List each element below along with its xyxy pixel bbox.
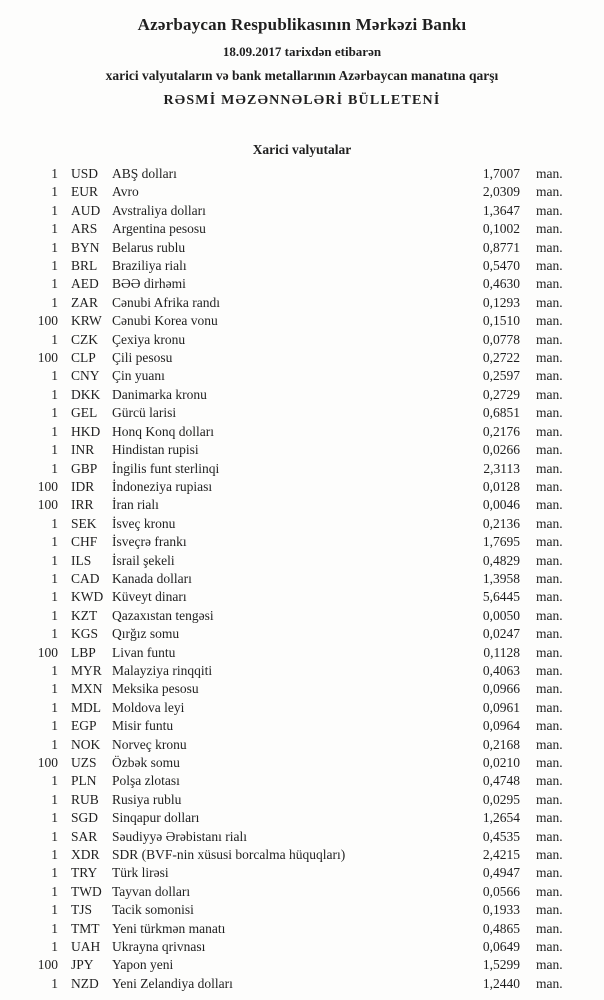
effective-date-line: 18.09.2017 tarixdən etibarən [222, 44, 382, 59]
currency-name-cell: Yeni türkmən manatı [112, 920, 226, 936]
currency-name-cell: Cənubi Korea vonu [112, 313, 218, 329]
table-row [30, 588, 570, 606]
unit-label-cell: man. [536, 239, 563, 255]
table-row [30, 478, 570, 496]
unit-label-cell: man. [536, 847, 563, 863]
quantity-cell: 1 [51, 939, 58, 955]
rate-value-cell: 1,2440 [482, 975, 520, 991]
currency-code-cell: ARS [71, 221, 98, 237]
section-title-foreign-currencies: Xarici valyutalar [252, 142, 352, 157]
currency-code-cell: JPY [71, 957, 94, 973]
currency-code-cell: INR [71, 442, 95, 458]
rate-value-cell: 0,8771 [482, 239, 520, 255]
bulletin-subtitle: xarici valyutaların və bank metallarının Azərbaycan manatına qarşı [105, 68, 499, 83]
unit-label-cell: man. [536, 957, 563, 973]
currency-code-cell: KRW [71, 313, 102, 329]
currency-name-cell: Çili pesosu [112, 350, 173, 366]
quantity-cell: 1 [51, 368, 58, 384]
currency-code-cell: KZT [71, 607, 98, 623]
unit-label-cell: man. [536, 368, 563, 384]
table-row [30, 386, 570, 404]
unit-label-cell: man. [536, 386, 563, 402]
unit-label-cell: man. [536, 258, 563, 274]
unit-label-cell: man. [536, 607, 563, 623]
currency-code-cell: IDR [71, 478, 95, 494]
quantity-cell: 1 [51, 552, 58, 568]
rate-value-cell: 0,1933 [482, 902, 520, 918]
quantity-cell: 1 [51, 718, 58, 734]
currency-name-cell: Özbək somu [112, 755, 180, 770]
unit-label-cell: man. [536, 350, 563, 366]
table-row [30, 312, 570, 330]
rate-value-cell: 0,0778 [482, 331, 520, 347]
quantity-cell: 1 [51, 442, 58, 458]
quantity-cell: 100 [37, 350, 58, 366]
currency-code-cell: SAR [71, 828, 98, 844]
table-row [30, 423, 570, 441]
quantity-cell: 1 [51, 883, 58, 899]
quantity-cell: 1 [51, 810, 58, 826]
quantity-cell: 1 [51, 276, 58, 292]
rate-value-cell: 0,0210 [482, 755, 520, 770]
currency-name-cell: ABŞ dolları [112, 166, 177, 181]
currency-code-cell: TMT [71, 920, 100, 936]
quantity-cell: 1 [51, 515, 58, 531]
currency-name-cell: Avstraliya dolları [112, 202, 206, 218]
unit-label-cell: man. [536, 313, 563, 329]
currency-name-cell: Türk lirəsi [112, 865, 169, 881]
rate-value-cell: 2,3113 [483, 460, 520, 476]
rate-value-cell: 0,4865 [482, 920, 520, 936]
rate-value-cell: 5,6445 [482, 589, 520, 605]
table-row [30, 552, 570, 570]
table-row [30, 644, 570, 662]
currency-name-cell: Çexiya kronu [112, 331, 186, 347]
currency-code-cell: BRL [71, 258, 98, 274]
unit-label-cell: man. [536, 791, 563, 807]
currency-name-cell: Misir funtu [112, 718, 174, 734]
currency-code-cell: CNY [71, 368, 100, 384]
quantity-cell: 1 [51, 534, 58, 550]
currency-code-cell: DKK [71, 386, 101, 402]
rate-value-cell: 0,0295 [482, 791, 520, 807]
rate-value-cell: 1,3647 [482, 202, 520, 218]
rate-value-cell: 0,1293 [482, 294, 520, 310]
currency-code-cell: SEK [71, 515, 97, 531]
currency-code-cell: AED [71, 276, 99, 292]
rate-value-cell: 0,2168 [482, 736, 520, 752]
table-row [30, 625, 570, 643]
table-row [30, 165, 570, 183]
table-row [30, 754, 570, 772]
unit-label-cell: man. [536, 810, 563, 826]
quantity-cell: 100 [37, 478, 58, 494]
table-row [30, 828, 570, 846]
rate-value-cell: 0,0966 [482, 681, 520, 697]
currency-name-cell: Küveyt dinarı [112, 589, 187, 605]
table-row [30, 257, 570, 275]
rate-value-cell: 0,2176 [482, 423, 520, 439]
currency-name-cell: Səudiyyə Ərəbistanı rialı [112, 828, 247, 844]
rate-value-cell: 0,0964 [482, 718, 520, 734]
table-row [30, 294, 570, 312]
currency-code-cell: CZK [71, 331, 98, 347]
table-row [30, 846, 570, 864]
currency-code-cell: NZD [71, 975, 99, 991]
quantity-cell: 1 [51, 589, 58, 605]
currency-code-cell: RUB [71, 791, 99, 807]
rate-value-cell: 0,0050 [482, 607, 520, 623]
unit-label-cell: man. [536, 515, 563, 531]
bulletin-title: RƏSMİ MƏZƏNNƏLƏRİ BÜLLETENİ [163, 93, 441, 108]
quantity-cell: 1 [51, 773, 58, 789]
unit-label-cell: man. [536, 166, 563, 181]
currency-name-cell: Norveç kronu [112, 736, 187, 752]
quantity-cell: 1 [51, 239, 58, 255]
currency-code-cell: AUD [71, 202, 101, 218]
table-row [30, 496, 570, 514]
quantity-cell: 100 [37, 957, 58, 973]
unit-label-cell: man. [536, 534, 563, 550]
currency-name-cell: Qazaxıstan tengəsi [112, 607, 214, 623]
rate-value-cell: 0,4829 [482, 552, 520, 568]
rate-value-cell: 0,2597 [482, 368, 520, 384]
currency-code-cell: PLN [71, 773, 97, 789]
quantity-cell: 1 [51, 258, 58, 274]
rate-value-cell: 0,1510 [482, 313, 520, 329]
rate-value-cell: 0,0961 [482, 699, 520, 715]
unit-label-cell: man. [536, 626, 563, 642]
currency-code-cell: ILS [71, 552, 92, 568]
currency-code-cell: UZS [71, 755, 97, 770]
currency-name-cell: Malayziya rinqqiti [112, 662, 213, 678]
unit-label-cell: man. [536, 662, 563, 678]
table-row [30, 901, 570, 919]
table-row [30, 680, 570, 698]
quantity-cell: 1 [51, 294, 58, 310]
table-row [30, 699, 570, 717]
rate-value-cell: 0,4535 [482, 828, 520, 844]
currency-code-cell: ZAR [71, 294, 98, 310]
currency-name-cell: BƏƏ dirhəmi [112, 276, 186, 292]
rate-value-cell: 0,0046 [482, 497, 520, 513]
unit-label-cell: man. [536, 570, 563, 586]
currency-code-cell: NOK [71, 736, 101, 752]
unit-label-cell: man. [536, 865, 563, 881]
unit-label-cell: man. [536, 828, 563, 844]
table-row [30, 736, 570, 754]
rate-value-cell: 0,5470 [482, 258, 520, 274]
table-row [30, 864, 570, 882]
table-row [30, 202, 570, 220]
rate-value-cell: 0,2136 [482, 515, 520, 531]
rate-value-cell: 0,6851 [482, 405, 520, 421]
quantity-cell: 1 [51, 331, 58, 347]
unit-label-cell: man. [536, 497, 563, 513]
unit-label-cell: man. [536, 460, 563, 476]
quantity-cell: 1 [51, 626, 58, 642]
currency-name-cell: Sinqapur dolları [112, 810, 200, 826]
currency-code-cell: LBP [71, 644, 96, 660]
table-row [30, 533, 570, 551]
rate-value-cell: 1,5299 [482, 957, 520, 973]
currency-code-cell: KGS [71, 626, 99, 642]
quantity-cell: 1 [51, 791, 58, 807]
currency-name-cell: İsrail şekeli [112, 552, 175, 568]
rate-value-cell: 0,0566 [482, 883, 520, 899]
quantity-cell: 1 [51, 920, 58, 936]
currency-code-cell: TWD [71, 883, 102, 899]
table-row [30, 220, 570, 238]
currency-name-cell: Moldova leyi [112, 699, 185, 715]
currency-name-cell: Belarus rublu [112, 239, 186, 255]
currency-code-cell: MYR [71, 662, 102, 678]
quantity-cell: 100 [37, 313, 58, 329]
quantity-cell: 1 [51, 221, 58, 237]
unit-label-cell: man. [536, 184, 563, 200]
currency-name-cell: Polşa zlotası [112, 773, 180, 789]
rate-value-cell: 0,4947 [482, 865, 520, 881]
unit-label-cell: man. [536, 552, 563, 568]
currency-name-cell: Cənubi Afrika randı [112, 294, 220, 310]
rate-value-cell: 0,0247 [482, 626, 520, 642]
rate-value-cell: 0,1002 [482, 221, 520, 237]
currency-name-cell: İsveçrə frankı [112, 534, 187, 550]
table-row [30, 975, 570, 993]
quantity-cell: 1 [51, 865, 58, 881]
unit-label-cell: man. [536, 405, 563, 421]
currency-name-cell: Yapon yeni [112, 957, 174, 973]
rate-value-cell: 1,7007 [482, 166, 520, 181]
rate-value-cell: 0,4630 [482, 276, 520, 292]
currency-name-cell: İran rialı [112, 497, 159, 513]
rate-value-cell: 0,2722 [482, 350, 520, 366]
rate-value-cell: 0,0266 [482, 442, 520, 458]
currency-code-cell: GBP [71, 460, 98, 476]
table-row [30, 239, 570, 257]
currency-name-cell: Yeni Zelandiya dolları [112, 975, 233, 991]
currency-code-cell: BYN [71, 239, 100, 255]
quantity-cell: 1 [51, 681, 58, 697]
table-row [30, 956, 570, 974]
rates-table [0, 165, 604, 993]
currency-name-cell: Kanada dolları [112, 570, 192, 586]
quantity-cell: 100 [37, 644, 58, 660]
table-row [30, 367, 570, 385]
quantity-cell: 1 [51, 828, 58, 844]
rate-value-cell: 2,0309 [482, 184, 520, 200]
currency-code-cell: GEL [71, 405, 98, 421]
currency-name-cell: İndoneziya rupiası [112, 478, 213, 494]
currency-name-cell: Gürcü larisi [112, 405, 177, 421]
unit-label-cell: man. [536, 773, 563, 789]
rate-value-cell: 0,4748 [482, 773, 520, 789]
rate-value-cell: 0,2729 [482, 386, 520, 402]
currency-name-cell: Tayvan dolları [112, 883, 191, 899]
currency-code-cell: HKD [71, 423, 101, 439]
table-row [30, 460, 570, 478]
currency-code-cell: CLP [71, 350, 96, 366]
currency-code-cell: MDL [71, 699, 101, 715]
quantity-cell: 1 [51, 405, 58, 421]
unit-label-cell: man. [536, 902, 563, 918]
bank-title: Azərbaycan Respublikasının Mərkəzi Bankı [137, 15, 467, 34]
currency-code-cell: MXN [71, 681, 103, 697]
unit-label-cell: man. [536, 920, 563, 936]
unit-label-cell: man. [536, 883, 563, 899]
unit-label-cell: man. [536, 423, 563, 439]
quantity-cell: 1 [51, 847, 58, 863]
unit-label-cell: man. [536, 589, 563, 605]
table-row [30, 607, 570, 625]
currency-code-cell: SGD [71, 810, 99, 826]
unit-label-cell: man. [536, 939, 563, 955]
quantity-cell: 1 [51, 423, 58, 439]
table-row [30, 515, 570, 533]
rate-value-cell: 1,2654 [482, 810, 520, 826]
rate-value-cell: 0,4063 [482, 662, 520, 678]
rate-value-cell: 1,7695 [482, 534, 520, 550]
currency-name-cell: Qırğız somu [112, 626, 180, 642]
table-row [30, 275, 570, 293]
currency-name-cell: Çin yuanı [112, 368, 165, 384]
currency-code-cell: EGP [71, 718, 97, 734]
currency-code-cell: UAH [71, 939, 101, 955]
currency-name-cell: Rusiya rublu [112, 791, 182, 807]
quantity-cell: 1 [51, 662, 58, 678]
table-row [30, 570, 570, 588]
table-row [30, 183, 570, 201]
table-row [30, 404, 570, 422]
currency-code-cell: USD [71, 166, 99, 181]
bulletin-header [0, 0, 604, 109]
currency-name-cell: Argentina pesosu [112, 221, 206, 237]
table-row [30, 791, 570, 809]
table-row [30, 441, 570, 459]
quantity-cell: 1 [51, 699, 58, 715]
currency-name-cell: SDR (BVF-nin xüsusi borcalma hüquqları) [112, 847, 346, 863]
currency-name-cell: Danimarka kronu [112, 386, 207, 402]
rate-value-cell: 0,0649 [482, 939, 520, 955]
quantity-cell: 100 [37, 755, 58, 770]
currency-code-cell: TRY [71, 865, 98, 881]
unit-label-cell: man. [536, 718, 563, 734]
table-row [30, 920, 570, 938]
table-row [30, 662, 570, 680]
currency-code-cell: CAD [71, 570, 100, 586]
quantity-cell: 100 [37, 497, 58, 513]
quantity-cell: 1 [51, 975, 58, 991]
quantity-cell: 1 [51, 184, 58, 200]
unit-label-cell: man. [536, 331, 563, 347]
table-row [30, 717, 570, 735]
rate-value-cell: 1,3958 [482, 570, 520, 586]
quantity-cell: 1 [51, 202, 58, 218]
currency-name-cell: Avro [112, 184, 139, 200]
currency-code-cell: EUR [71, 184, 98, 200]
table-row [30, 883, 570, 901]
currency-name-cell: Ukrayna qrivnası [112, 939, 206, 955]
unit-label-cell: man. [536, 681, 563, 697]
currency-code-cell: IRR [71, 497, 94, 513]
table-row [30, 772, 570, 790]
currency-name-cell: Honq Konq dolları [112, 423, 214, 439]
table-row [30, 349, 570, 367]
unit-label-cell: man. [536, 202, 563, 218]
unit-label-cell: man. [536, 221, 563, 237]
rate-value-cell: 0,1128 [483, 644, 520, 660]
currency-name-cell: Braziliya rialı [112, 258, 187, 274]
unit-label-cell: man. [536, 478, 563, 494]
quantity-cell: 1 [51, 736, 58, 752]
quantity-cell: 1 [51, 386, 58, 402]
table-row [30, 331, 570, 349]
unit-label-cell: man. [536, 975, 563, 991]
currency-name-cell: Meksika pesosu [112, 681, 199, 697]
currency-code-cell: XDR [71, 847, 100, 863]
quantity-cell: 1 [51, 570, 58, 586]
unit-label-cell: man. [536, 736, 563, 752]
rate-value-cell: 2,4215 [482, 847, 520, 863]
currency-name-cell: Livan funtu [112, 644, 176, 660]
unit-label-cell: man. [536, 276, 563, 292]
unit-label-cell: man. [536, 699, 563, 715]
currency-code-cell: KWD [71, 589, 104, 605]
quantity-cell: 1 [51, 607, 58, 623]
currency-name-cell: İngilis funt sterlinqi [112, 460, 220, 476]
table-row [30, 938, 570, 956]
currency-name-cell: İsveç kronu [112, 515, 176, 531]
table-row [30, 809, 570, 827]
unit-label-cell: man. [536, 755, 563, 770]
quantity-cell: 1 [51, 166, 58, 181]
currency-code-cell: TJS [71, 902, 93, 918]
quantity-cell: 1 [51, 460, 58, 476]
currency-name-cell: Hindistan rupisi [112, 442, 199, 458]
currency-code-cell: CHF [71, 534, 98, 550]
unit-label-cell: man. [536, 294, 563, 310]
rate-value-cell: 0,0128 [482, 478, 520, 494]
unit-label-cell: man. [536, 644, 563, 660]
quantity-cell: 1 [51, 902, 58, 918]
currency-name-cell: Tacik somonisi [112, 902, 194, 918]
unit-label-cell: man. [536, 442, 563, 458]
